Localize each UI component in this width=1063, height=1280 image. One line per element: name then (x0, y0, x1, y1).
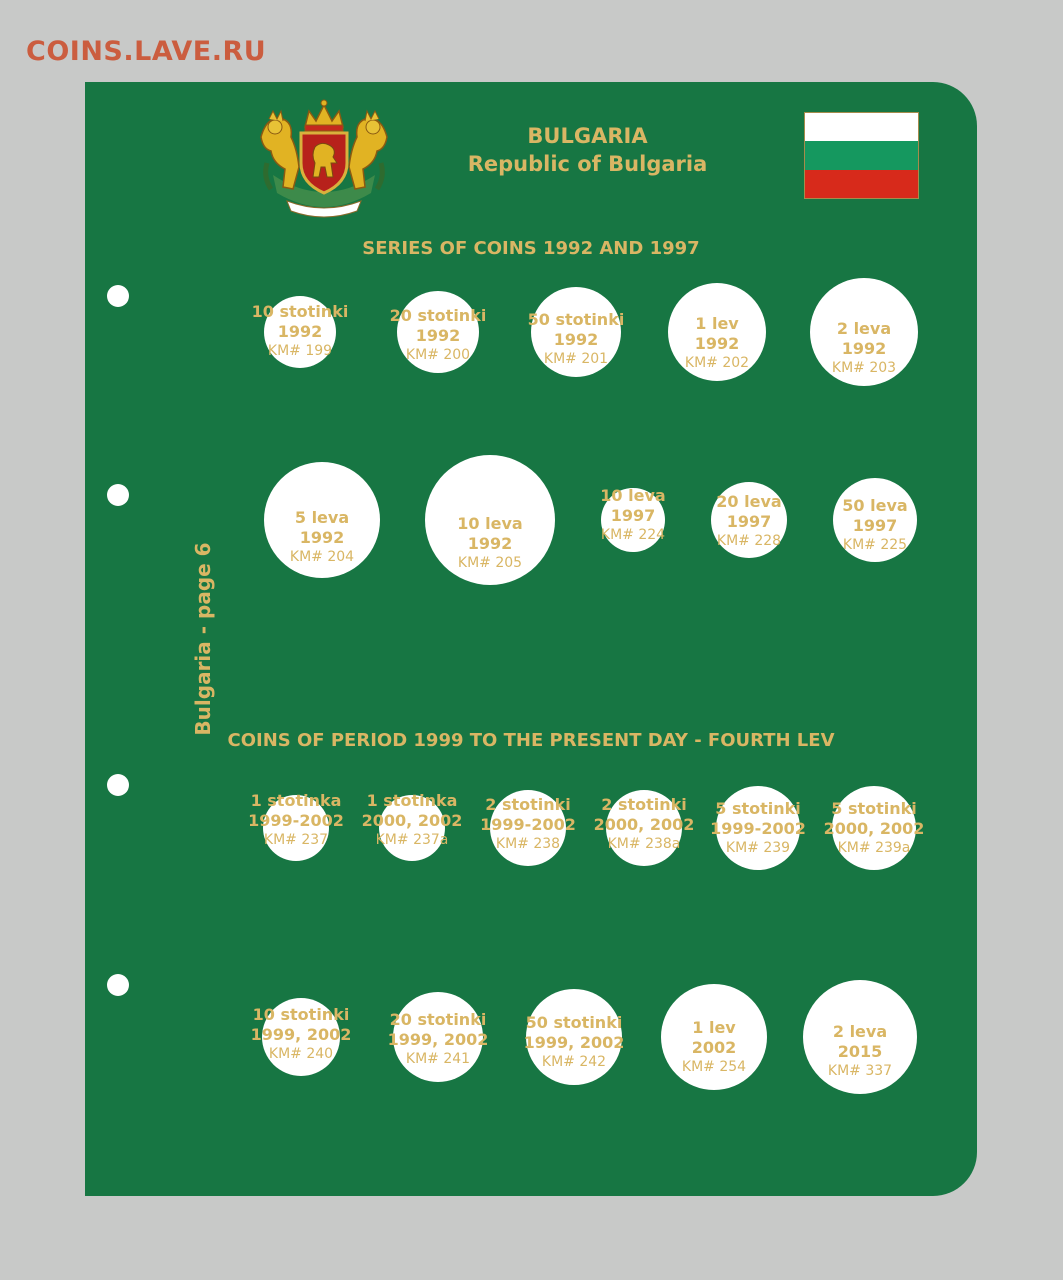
coin-catalog-number: KM# 200 (405, 347, 471, 363)
country-subtitle: Republic of Bulgaria (467, 152, 708, 176)
coin-years: 1992 (553, 330, 599, 349)
coin-catalog-number: KM# 240 (268, 1046, 334, 1062)
coin-catalog-number: KM# 228 (716, 533, 782, 549)
coin-denomination: 2 stotinki (485, 795, 571, 814)
album-sheet (85, 82, 977, 1196)
coin-catalog-number: KM# 224 (600, 527, 666, 543)
coin-years: 2002 (691, 1038, 737, 1057)
flag-stripe-white (805, 113, 918, 141)
flag-stripe-red (805, 170, 918, 198)
coin-label (789, 799, 959, 857)
coin-denomination: 10 stotinki (252, 1005, 350, 1024)
coin-denomination: 5 stotinki (715, 799, 801, 818)
coin-denomination: 1 lev (692, 1018, 736, 1037)
coin-years: 1999-2002 (710, 819, 806, 838)
coin-label (779, 319, 949, 377)
binder-punch-hole (107, 974, 129, 996)
coin-years: 2000, 2002 (361, 811, 463, 830)
section-heading-1999-present: COINS OF PERIOD 1999 TO THE PRESENT DAY - FOURTH LEV (227, 730, 835, 751)
page-label: Bulgaria - page 6 (191, 542, 215, 736)
coin-denomination: 10 leva (600, 486, 666, 505)
binder-punch-hole (107, 774, 129, 796)
coin-years: 1992 (841, 339, 887, 358)
coin-years: 2015 (837, 1042, 883, 1061)
coin-catalog-number: KM# 239 (725, 840, 791, 856)
coin-denomination: 20 stotinki (389, 306, 487, 325)
coin-years: 1997 (726, 512, 772, 531)
coin-denomination: 1 stotinka (366, 791, 458, 810)
country-title: BULGARIA (527, 124, 648, 148)
coin-denomination: 50 stotinki (527, 310, 625, 329)
coin-denomination: 1 lev (695, 314, 739, 333)
coin-denomination: 2 stotinki (601, 795, 687, 814)
coin-catalog-number: KM# 241 (405, 1051, 471, 1067)
coin-denomination: 50 stotinki (525, 1013, 623, 1032)
coin-catalog-number: KM# 202 (684, 355, 750, 371)
coin-years: 1999-2002 (480, 815, 576, 834)
coin-years: 1999, 2002 (387, 1030, 489, 1049)
coin-years: 1997 (852, 516, 898, 535)
coin-years: 1992 (694, 334, 740, 353)
coin-catalog-number: KM# 254 (681, 1059, 747, 1075)
coin-catalog-number: KM# 204 (289, 549, 355, 565)
coin-catalog-number: KM# 199 (267, 343, 333, 359)
coin-years: 2000, 2002 (823, 819, 925, 838)
coin-label (775, 1022, 945, 1080)
coin-label (632, 314, 802, 372)
site-watermark: COINS.LAVE.RU (26, 36, 267, 67)
coin-denomination: 5 leva (294, 508, 350, 527)
coin-catalog-number: KM# 337 (827, 1063, 893, 1079)
coin-catalog-number: KM# 238a (607, 836, 681, 852)
binder-punch-hole (107, 484, 129, 506)
coin-years: 1992 (467, 534, 513, 553)
coin-years: 1997 (610, 506, 656, 525)
coin-years: 1999, 2002 (250, 1025, 352, 1044)
coin-catalog-number: KM# 203 (831, 360, 897, 376)
coin-years: 1992 (299, 528, 345, 547)
coin-catalog-number: KM# 238 (495, 836, 561, 852)
coin-catalog-number: KM# 237a (375, 832, 449, 848)
coin-years: 2000, 2002 (593, 815, 695, 834)
coin-denomination: 2 leva (836, 319, 892, 338)
coin-catalog-number: KM# 205 (457, 555, 523, 571)
coin-catalog-number: KM# 239a (837, 840, 911, 856)
coin-catalog-number: KM# 237 (263, 832, 329, 848)
coin-years: 1992 (415, 326, 461, 345)
coin-label (790, 496, 960, 554)
coin-denomination: 20 leva (716, 492, 782, 511)
coin-years: 1992 (277, 322, 323, 341)
coin-label (629, 1018, 799, 1076)
coin-denomination: 50 leva (842, 496, 908, 515)
coin-denomination: 5 stotinki (831, 799, 917, 818)
section-heading-1992-1997: SERIES OF COINS 1992 AND 1997 (362, 238, 700, 259)
bulgaria-coat-of-arms-icon (253, 97, 395, 223)
coin-catalog-number: KM# 225 (842, 537, 908, 553)
coin-years: 1999, 2002 (523, 1033, 625, 1052)
coin-denomination: 10 leva (457, 514, 523, 533)
binder-punch-hole (107, 285, 129, 307)
coin-denomination: 10 stotinki (251, 302, 349, 321)
coin-denomination: 2 leva (832, 1022, 888, 1041)
coin-catalog-number: KM# 201 (543, 351, 609, 367)
coin-label (237, 508, 407, 566)
flag-stripe-green (805, 141, 918, 169)
bulgaria-flag-icon (804, 112, 919, 199)
coin-years: 1999-2002 (248, 811, 344, 830)
coin-catalog-number: KM# 242 (541, 1054, 607, 1070)
coin-denomination: 1 stotinka (250, 791, 342, 810)
coin-denomination: 20 stotinki (389, 1010, 487, 1029)
